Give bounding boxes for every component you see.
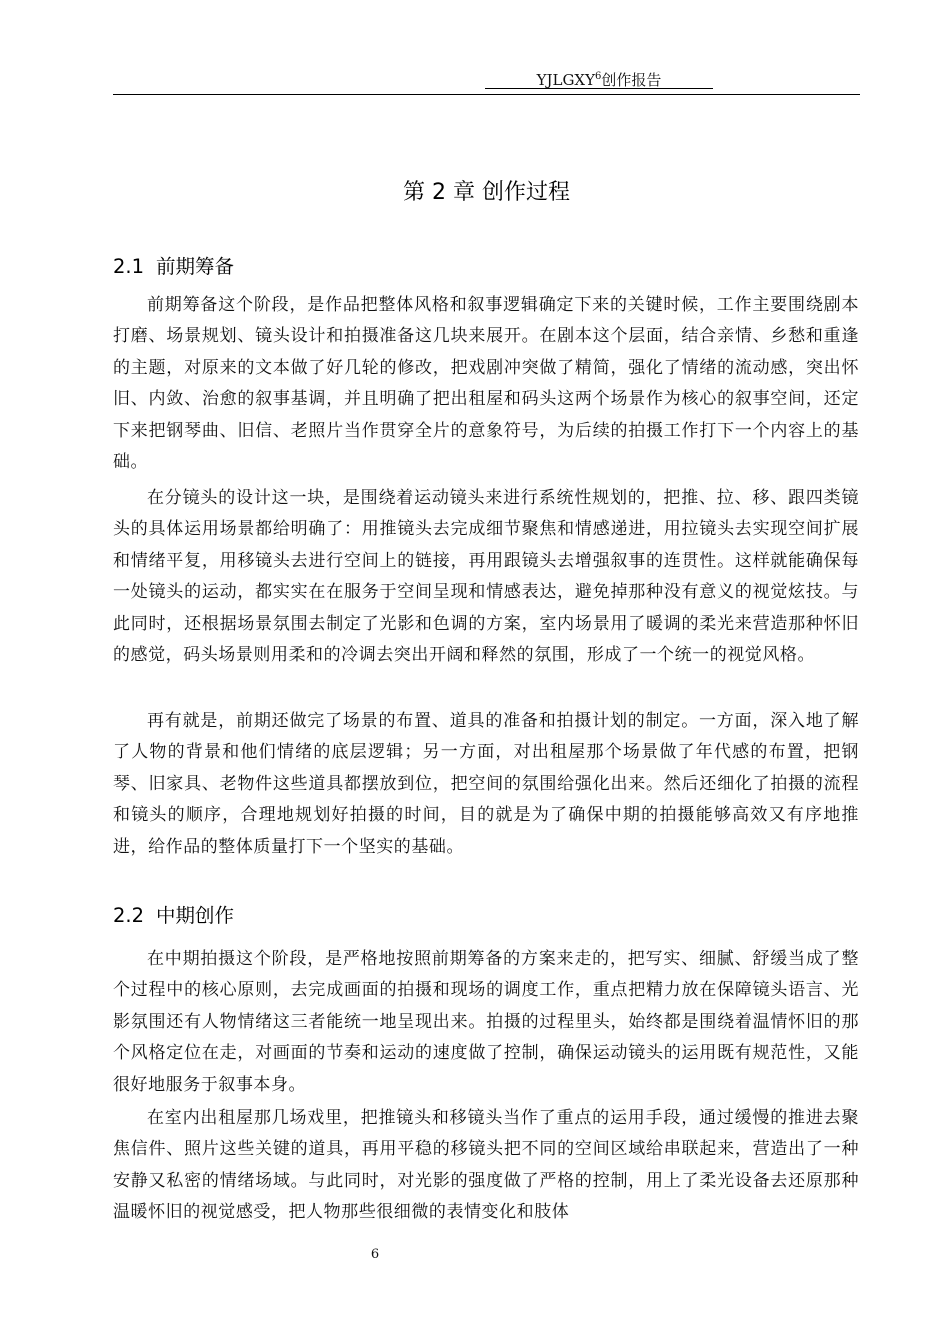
page-number: 6 bbox=[370, 1247, 380, 1262]
chapter-title: 第 2 章 创作过程 bbox=[403, 180, 570, 205]
section-title: 中期创作 bbox=[156, 904, 235, 927]
paragraph: 再有就是，前期还做完了场景的布置、道具的准备和拍摄计划的制定。一方面，深入地了解了人物的背景和他们情绪的底层逻辑；另一方面，对出租屋那个场景做了年代感的布置，把钢琴、旧家具、老物件这些道具都摆放到位，把空间的氛围给强化出来。然后还细化了拍摄的流程和镜头的顺序，合理地规划好拍摄的时间，目的就是为了确保中期的拍摄能够高效又有序地推进，给作品的整体质量打下一个坚实的基础。 bbox=[113, 711, 859, 857]
header-title-suffix: 创作报告 bbox=[601, 71, 662, 89]
running-header bbox=[113, 66, 860, 95]
header-title bbox=[485, 66, 713, 89]
section-heading-2-1 bbox=[113, 252, 234, 282]
paragraph: 在中期拍摄这个阶段，是严格地按照前期筹备的方案来走的，把写实、细腻、舒缓当成了整个过程中的核心原则，去完成画面的拍摄和现场的调度工作，重点把精力放在保障镜头语言、光影氛围还有人物情绪这三者能统一地呈现出来。拍摄的过程里头，始终都是围绕着温情怀旧的那个风格定位在走，对画面的节奏和运动的速度做了控制，确保运动镜头的运用既有规范性，又能很好地服务于叙事本身。 bbox=[113, 949, 859, 1095]
paragraph: 在分镜头的设计这一块，是围绕着运动镜头来进行系统性规划的，把推、拉、移、跟四类镜头的具体运用场景都给明确了：用推镜头去完成细节聚焦和情感递进，用拉镜头去实现空间扩展和情绪平复，用移镜头去进行空间上的链接，再用跟镜头去增强叙事的连贯性。这样就能确保每一处镜头的运动，都实实在在服务于空间呈现和情感表达，避免掉那种没有意义的视觉炫技。与此同时，还根据场景氛围去制定了光影和色调的方案，室内场景用了暖调的柔光来营造那种怀旧的感觉，码头场景则用柔和的冷调去突出开阔和释然的氛围，形成了一个统一的视觉风格。 bbox=[113, 488, 859, 666]
header-title-superscript: 6 bbox=[595, 71, 602, 82]
paragraph: 在室内出租屋那几场戏里，把推镜头和移镜头当作了重点的运用手段，通过缓慢的推进去聚焦信件、照片这些关键的道具，再用平稳的移镜头把不同的空间区域给串联起来，营造出了一种安静又私密的情绪场域。与此同时，对光影的强度做了严格的控制，用上了柔光设备去还原那种温暖怀旧的视觉感受，把人物那些很细微的表情变化和肢体 bbox=[113, 1108, 859, 1223]
section-number: 2.1 bbox=[113, 255, 145, 278]
section-title: 前期筹备 bbox=[156, 255, 235, 278]
header-title-prefix: YJLGXY bbox=[536, 71, 596, 89]
section-number: 2.2 bbox=[113, 904, 145, 927]
section-heading-2-2 bbox=[113, 901, 234, 931]
paragraph: 前期筹备这个阶段，是作品把整体风格和叙事逻辑确定下来的关键时候，工作主要围绕剧本打磨、场景规划、镜头设计和拍摄准备这几块来展开。在剧本这个层面，结合亲情、乡愁和重逢的主题，对原来的文本做了好几轮的修改，把戏剧冲突做了精简，强化了情绪的流动感，突出怀旧、内敛、治愈的叙事基调，并且明确了把出租屋和码头这两个场景作为核心的叙事空间，还定下来把钢琴曲、旧信、老照片当作贯穿全片的意象符号，为后续的拍摄工作打下一个内容上的基础。 bbox=[113, 295, 859, 473]
